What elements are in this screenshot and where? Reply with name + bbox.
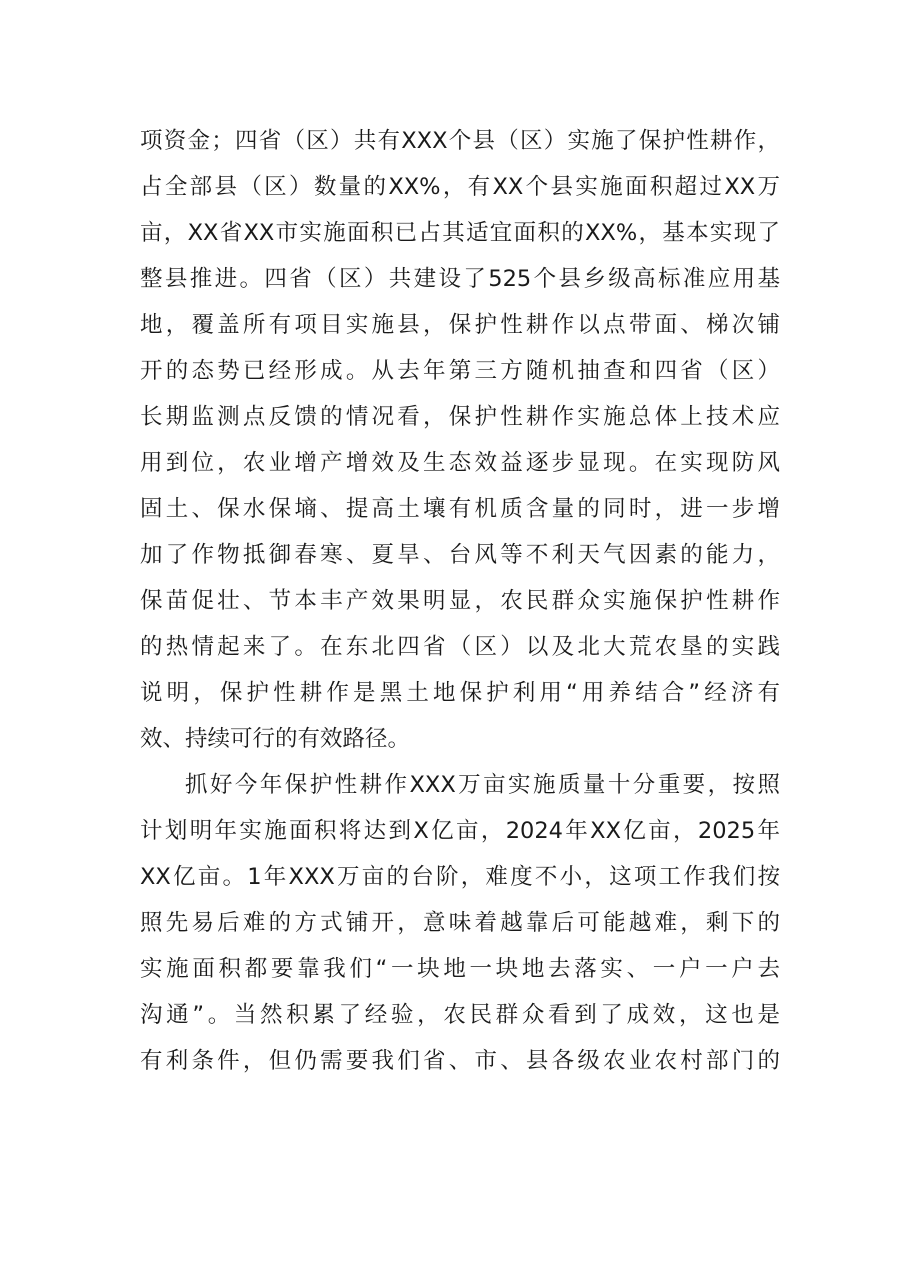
paragraph-line: 的热情起来了。在东北四省（区）以及北大荒农垦的实践 — [140, 634, 780, 660]
paragraph-line: 长期监测点反馈的情况看，保护性耕作实施总体上技术应 — [140, 404, 780, 430]
paragraph-1 — [140, 118, 780, 762]
paragraph-line: 项资金；四省（区）共有XXX个县（区）实施了保护性耕作， — [140, 128, 780, 154]
paragraph-line: 计划明年实施面积将达到X亿亩，2024年XX亿亩，2025年 — [140, 818, 780, 844]
paragraph-line: 用到位，农业增产增效及生态效益逐步显现。在实现防风 — [140, 450, 780, 476]
paragraph-line: 实施面积都要靠我们“一块地一块地去落实、一户一户去 — [140, 956, 780, 982]
paragraph-line: 照先易后难的方式铺开，意味着越靠后可能越难，剩下的 — [140, 910, 780, 936]
paragraph-line: 开的态势已经形成。从去年第三方随机抽查和四省（区） — [140, 358, 780, 384]
paragraph-line: 固土、保水保墒、提高土壤有机质含量的同时，进一步增 — [140, 496, 780, 522]
paragraph-2 — [140, 762, 780, 1084]
paragraph-line: 说明，保护性耕作是黑土地保护利用“用养结合”经济有 — [140, 680, 780, 706]
paragraph-line: 地，覆盖所有项目实施县，保护性耕作以点带面、梯次铺 — [140, 312, 780, 338]
paragraph-line: 有利条件，但仍需要我们省、市、县各级农业农村部门的 — [140, 1048, 780, 1074]
paragraph-line: 亩，XX省XX市实施面积已占其适宜面积的XX%，基本实现了 — [140, 220, 780, 246]
paragraph-line: 保苗促壮、节本丰产效果明显，农民群众实施保护性耕作 — [140, 588, 780, 614]
paragraph-line: XX亿亩。1年XXX万亩的台阶，难度不小，这项工作我们按 — [140, 864, 780, 890]
paragraph-line: 沟通”。当然积累了经验，农民群众看到了成效，这也是 — [140, 1002, 780, 1028]
paragraph-line: 效、持续可行的有效路径。 — [140, 726, 411, 752]
paragraph-first-line: 抓好今年保护性耕作XXX万亩实施质量十分重要，按照 — [185, 772, 780, 798]
paragraph-line: 占全部县（区）数量的XX%，有XX个县实施面积超过XX万 — [140, 174, 780, 200]
paragraph-line: 加了作物抵御春寒、夏旱、台风等不利天气因素的能力， — [140, 542, 780, 568]
paragraph-line: 整县推进。四省（区）共建设了525个县乡级高标准应用基 — [140, 266, 780, 292]
